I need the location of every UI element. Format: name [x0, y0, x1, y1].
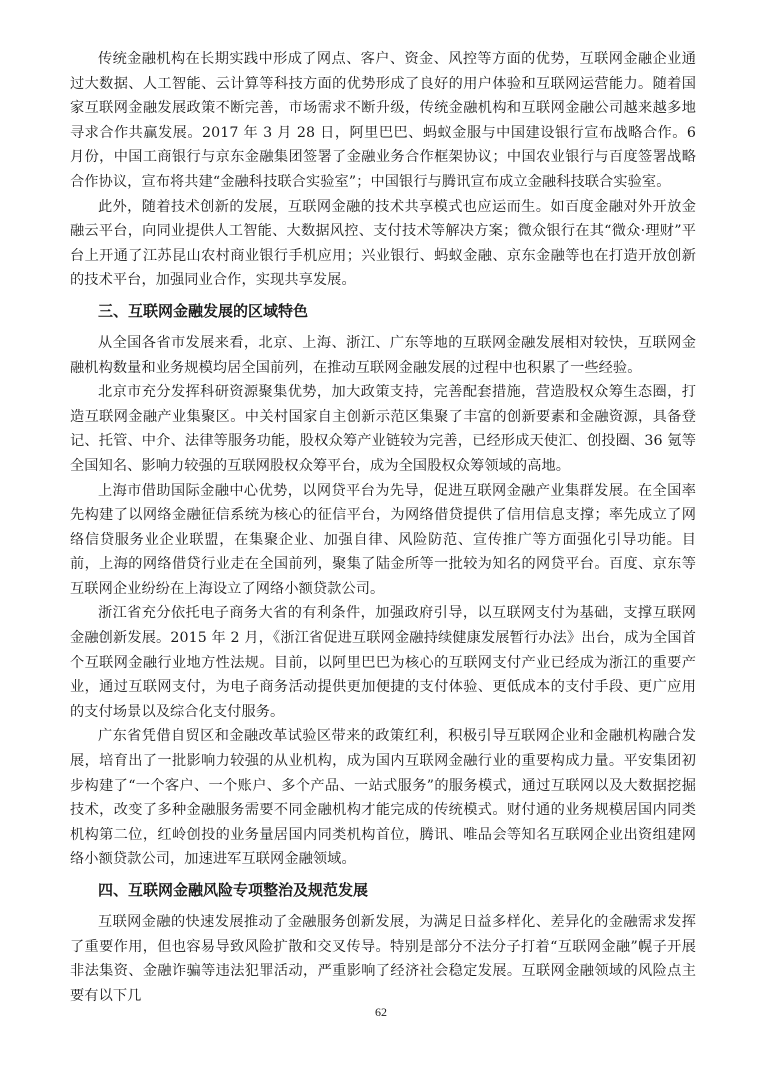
paragraph-beijing: 北京市充分发挥科研资源聚集优势，加大政策支持，完善配套措施，营造股权众筹生态圈，打造互联网金融产业集聚区。中关村国家自主创新示范区集聚了丰富的创新要素和金融资源，具备登记、托管、中介、法律等服务功能，股权众筹产业链较为完善，已经形成天使汇、创投圈、36 氪等全国知名、影响力较强的互联网股权众筹平台，成为全国股权众筹领域的高地。 [70, 384, 696, 474]
page-number: 62 [375, 1005, 387, 1019]
paragraph-regional-overview: 从全国各省市发展来看，北京、上海、浙江、广东等地的互联网金融发展相对较快，互联网金融机构数量和业务规模均居全国前列，在推动互联网金融发展的过程中也积累了一些经验。 [70, 334, 696, 376]
section-heading-regional: 三、互联网金融发展的区域特色 [98, 301, 309, 320]
paragraph-zhejiang: 浙江省充分依托电子商务大省的有利条件，加强政府引导，以互联网支付为基础，支撑互联网金融创新发展。2015 年 2 月，《浙江省促进互联网金融持续健康发展暂行办法》出台，成为全国首个互联网金融行业地方性法规。目前，以阿里巴巴为核心的互联网支付产业已经成为浙江的重要产业，通过互联网支付，为电子商务活动提供更加便捷的支付体验、更低成本的支付手段、更广应用的支付场景以及综合化支付服务。 [70, 605, 696, 720]
paragraph-shanghai: 上海市借助国际金融中心优势，以网贷平台为先导，促进互联网金融产业集群发展。在全国率先构建了以网络金融征信系统为核心的征信平台，为网络借贷提供了信用信息支撑；率先成立了网络信贷服务业企业联盟，在集聚企业、加强自律、风险防范、宣传推广等方面强化引导功能。目前，上海的网络借贷行业走在全国前列，聚集了陆金所等一批较为知名的网贷平台。百度、京东等互联网企业纷纷在上海设立了网络小额贷款公司。 [70, 482, 696, 597]
paragraph-guangdong: 广东省凭借自贸区和金融改革试验区带来的政策红利，积极引导互联网企业和金融机构融合发展，培育出了一批影响力较强的从业机构，成为国内互联网金融行业的重要构成力量。平安集团初步构建了“一个客户、一个账户、多个产品、一站式服务”的服务模式，通过互联网以及大数据挖掘技术，改变了多种金融服务需要不同金融机构才能完成的传统模式。财付通的业务规模居国内同类机构第二位，红岭创投的业务量居国内同类机构首位，腾讯、唯品会等知名互联网企业出资组建网络小额贷款公司，加速进军互联网金融领域。 [70, 728, 696, 868]
paragraph-tech-sharing: 此外，随着技术创新的发展，互联网金融的技术共享模式也应运而生。如百度金融对外开放金融云平台，向同业提供人工智能、大数据风控、支付技术等解决方案；微众银行在其“微众·理财”平台上开通了江苏昆山农村商业银行手机应用；兴业银行、蚂蚁金融、京东金融等也在打造开放创新的技术平台，加强同业合作，实现共享发展。 [70, 198, 696, 289]
page-body [70, 47, 696, 1008]
section-heading-regulation: 四、互联网金融风险专项整治及规范发展 [98, 881, 369, 899]
paragraph-risk: 互联网金融的快速发展推动了金融服务创新发展，为满足日益多样化、差异化的金融需求发挥了重要作用，但也容易导致风险扩散和交叉传导。特别是部分不法分子打着“互联网金融”幌子开展非法集资、金融诈骗等违法犯罪活动，严重影响了经济社会稳定发展。互联网金融领域的风险点主要有以下几 [70, 914, 696, 1004]
paragraph-cooperation: 传统金融机构在长期实践中形成了网点、客户、资金、风控等方面的优势，互联网金融企业通过大数据、人工智能、云计算等科技方面的优势形成了良好的用户体验和互联网运营能力。随着国家互联网金融发展政策不断完善，市场需求不断升级，传统金融机构和互联网金融公司越来越多地寻求合作共赢发展。2017 年 3 月 28 日，阿里巴巴、蚂蚁金服与中国建设银行宣布战略合作。6 月份，中国工商银行与京东金融集团签署了金融业务合作框架协议；中国农业银行与百度签署战略合作协议，宣布将共建“金融科技联合实验室”；中国银行与腾讯宣布成立金融科技联合实验室。 [70, 51, 696, 190]
